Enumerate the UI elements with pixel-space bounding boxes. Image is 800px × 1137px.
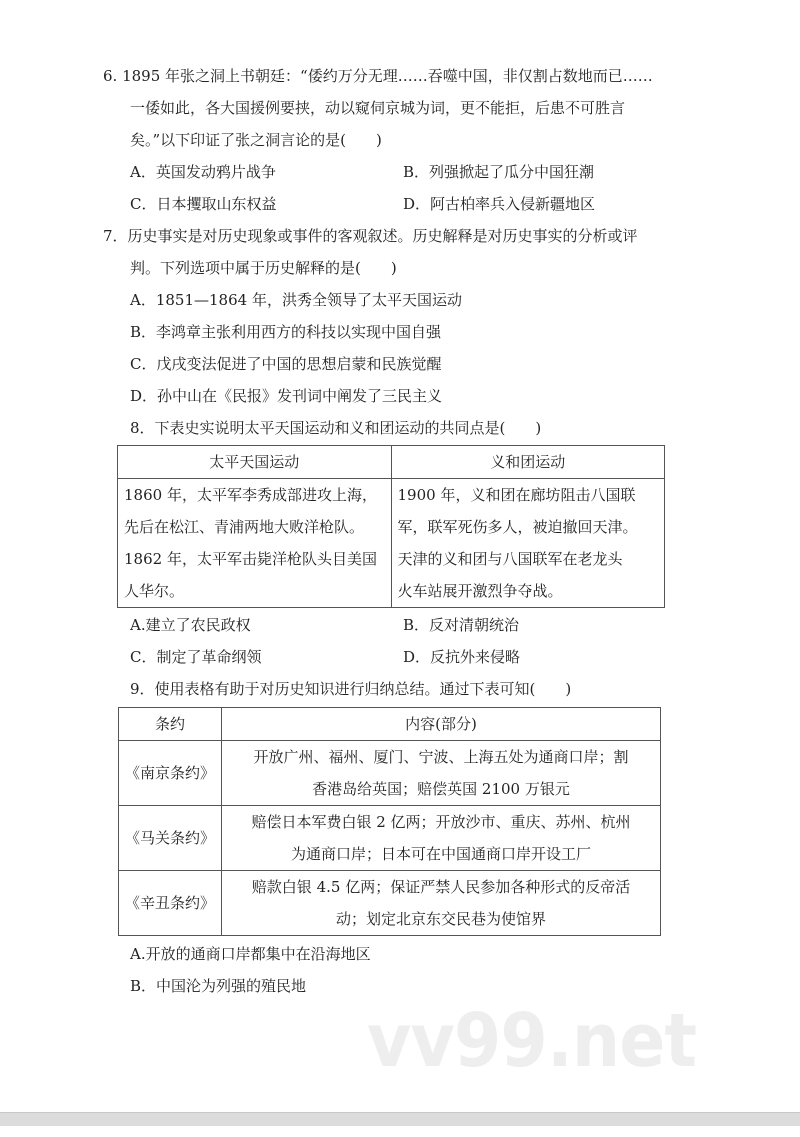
option-a: A.开放的通商口岸都集中在沿海地区: [130, 945, 371, 963]
question-stem: 8．下表史实说明太平天国运动和义和团运动的共同点是( ): [130, 419, 542, 437]
table-header: 义和团运动: [391, 446, 665, 479]
cell-line: 天津的义和团与八国联军在老龙头: [397, 550, 623, 568]
treaty-content: [222, 871, 661, 936]
question-stem: 7．历史事实是对历史现象或事件的客观叙述。历史解释是对历史事实的分析或评: [103, 227, 638, 245]
table-row: [119, 871, 661, 936]
option-a: A.建立了农民政权: [130, 616, 251, 634]
cell-line: 人华尔。: [124, 582, 185, 600]
question-8: [103, 412, 683, 673]
option-b: B．反对清朝统治: [403, 616, 520, 634]
question-6: [103, 60, 683, 220]
cell-line: 1900 年，义和团在廊坊阻击八国联: [397, 486, 636, 504]
cell-line: 赔偿日本军费白银 2 亿两；开放沙市、重庆、苏州、杭州: [251, 813, 631, 831]
option-d: D．反抗外来侵略: [403, 648, 521, 666]
option-b: B．中国沦为列强的殖民地: [130, 977, 307, 995]
next-page-edge: [0, 1126, 800, 1137]
page-content: [103, 60, 683, 1002]
treaty-content: [222, 806, 661, 871]
cell-line: 军，联军死伤多人，被迫撤回天津。: [397, 518, 638, 536]
cell-line: 火车站展开激烈争夺战。: [397, 582, 563, 600]
question-9: [103, 673, 683, 1002]
option-b: B．列强掀起了瓜分中国狂潮: [403, 163, 595, 181]
table-cell: [118, 479, 392, 608]
treaty-content: [222, 741, 661, 806]
option-d: D．阿古柏率兵入侵新疆地区: [403, 195, 596, 213]
cell-line: 香港岛给英国；赔偿英国 2100 万银元: [312, 780, 570, 798]
question-stem: 判。下列选项中属于历史解释的是( ): [130, 259, 397, 277]
table-header: 内容(部分): [222, 708, 661, 741]
question-stem: 6. 1895 年张之洞上书朝廷：“倭约万分无理……吞噬中国，非仅割占数地而已……: [103, 67, 653, 85]
option-c: C．日本攫取山东权益: [130, 195, 277, 213]
treaty-name: 《南京条约》: [119, 741, 222, 806]
table-header: 太平天国运动: [118, 446, 392, 479]
table-row: [119, 806, 661, 871]
cell-line: 1860 年，太平军李秀成部进攻上海，: [124, 486, 377, 504]
cell-line: 动；划定北京东交民巷为使馆界: [335, 910, 546, 928]
page-separator: [0, 1112, 800, 1127]
option-a: A．英国发动鸦片战争: [130, 163, 276, 181]
treaty-table: [118, 707, 661, 936]
cell-line: 1862 年，太平军击毙洋枪队头目美国: [124, 550, 377, 568]
option-b: B．李鸿章主张利用西方的科技以实现中国自强: [130, 323, 442, 341]
question-7: [103, 220, 683, 412]
option-c: C．戊戌变法促进了中国的思想启蒙和民族觉醒: [130, 355, 442, 373]
table-cell: [391, 479, 665, 608]
option-a: A．1851—1864 年，洪秀全领导了太平天国运动: [130, 291, 462, 309]
question-stem: 一倭如此，各大国援例要挟，动以窥伺京城为词，更不能拒，后患不可胜言: [130, 99, 626, 117]
option-d: D．孙中山在《民报》发刊词中阐发了三民主义: [130, 387, 443, 405]
cell-line: 先后在松江、青浦两地大败洋枪队。: [124, 518, 365, 536]
treaty-name: 《辛丑条约》: [119, 871, 222, 936]
question-stem: 9．使用表格有助于对历史知识进行归纳总结。通过下表可知( ): [130, 680, 572, 698]
comparison-table: [117, 445, 665, 608]
table-row: [119, 741, 661, 806]
watermark: vv99.net: [367, 998, 697, 1084]
question-stem: 矣。”以下印证了张之洞言论的是( ): [130, 131, 382, 149]
cell-line: 赔款白银 4.5 亿两；保证严禁人民参加各种形式的反帝活: [251, 878, 631, 896]
option-c: C．制定了革命纲领: [130, 648, 262, 666]
table-header: 条约: [119, 708, 222, 741]
cell-line: 开放广州、福州、厦门、宁波、上海五处为通商口岸；割: [253, 748, 629, 766]
treaty-name: 《马关条约》: [119, 806, 222, 871]
cell-line: 为通商口岸；日本可在中国通商口岸开设工厂: [290, 845, 591, 863]
